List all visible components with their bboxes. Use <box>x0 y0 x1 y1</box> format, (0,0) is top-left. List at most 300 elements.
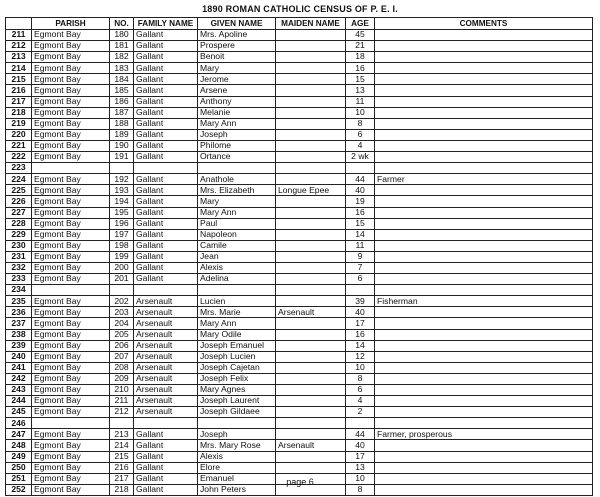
row-number: 229 <box>6 229 32 240</box>
cell-family-name: Gallant <box>134 274 198 285</box>
cell-maiden-name <box>276 207 346 218</box>
header-parish: PARISH <box>32 18 110 30</box>
cell-maiden-name <box>276 451 346 462</box>
cell-maiden-name <box>276 74 346 85</box>
table-row <box>6 362 593 373</box>
cell-age: 44 <box>346 429 375 440</box>
cell-parish: Egmont Bay <box>32 351 110 362</box>
cell-maiden-name: Longue Epee <box>276 185 346 196</box>
table-row <box>6 229 593 240</box>
row-number: 213 <box>6 52 32 63</box>
cell-no: 193 <box>110 185 134 196</box>
cell-age: 40 <box>346 307 375 318</box>
table-row <box>6 251 593 262</box>
cell-given-name: Camile <box>198 240 276 251</box>
cell-family-name: Gallant <box>134 440 198 451</box>
cell-comments: Fisherman <box>375 296 593 307</box>
cell-parish: Egmont Bay <box>32 174 110 185</box>
cell-family-name: Gallant <box>134 462 198 473</box>
cell-parish <box>32 418 110 429</box>
row-number: 225 <box>6 185 32 196</box>
table-row <box>6 285 593 296</box>
table-row <box>6 107 593 118</box>
cell-parish: Egmont Bay <box>32 340 110 351</box>
cell-parish: Egmont Bay <box>32 229 110 240</box>
row-number: 227 <box>6 207 32 218</box>
cell-family-name: Gallant <box>134 218 198 229</box>
cell-comments <box>375 196 593 207</box>
cell-age: 6 <box>346 274 375 285</box>
cell-no: 195 <box>110 207 134 218</box>
cell-comments <box>375 85 593 96</box>
cell-age <box>346 418 375 429</box>
cell-parish: Egmont Bay <box>32 362 110 373</box>
cell-age: 4 <box>346 396 375 407</box>
cell-family-name: Arsenault <box>134 385 198 396</box>
cell-family-name: Arsenault <box>134 407 198 418</box>
table-row <box>6 307 593 318</box>
row-number: 226 <box>6 196 32 207</box>
table-row <box>6 96 593 107</box>
cell-family-name: Arsenault <box>134 396 198 407</box>
cell-comments: Farmer <box>375 174 593 185</box>
cell-age: 8 <box>346 373 375 384</box>
cell-parish: Egmont Bay <box>32 140 110 151</box>
cell-no: 191 <box>110 152 134 163</box>
cell-comments <box>375 418 593 429</box>
row-number: 248 <box>6 440 32 451</box>
cell-given-name: Benoit <box>198 52 276 63</box>
cell-no: 196 <box>110 218 134 229</box>
cell-no: 184 <box>110 74 134 85</box>
row-number: 212 <box>6 41 32 52</box>
row-number: 236 <box>6 307 32 318</box>
cell-comments <box>375 262 593 273</box>
cell-given-name: Emanuel <box>198 473 276 484</box>
cell-maiden-name <box>276 107 346 118</box>
cell-parish: Egmont Bay <box>32 451 110 462</box>
cell-no: 202 <box>110 296 134 307</box>
table-row <box>6 30 593 41</box>
table-row <box>6 340 593 351</box>
cell-family-name: Gallant <box>134 118 198 129</box>
cell-maiden-name <box>276 129 346 140</box>
cell-no: 215 <box>110 451 134 462</box>
table-row <box>6 85 593 96</box>
cell-parish: Egmont Bay <box>32 329 110 340</box>
header-no: NO. <box>110 18 134 30</box>
cell-no: 208 <box>110 362 134 373</box>
cell-comments <box>375 229 593 240</box>
cell-maiden-name <box>276 196 346 207</box>
table-row <box>6 74 593 85</box>
cell-age: 2 wk <box>346 152 375 163</box>
table-row <box>6 385 593 396</box>
cell-maiden-name <box>276 240 346 251</box>
cell-family-name: Arsenault <box>134 362 198 373</box>
cell-parish: Egmont Bay <box>32 129 110 140</box>
cell-parish: Egmont Bay <box>32 218 110 229</box>
cell-age: 16 <box>346 63 375 74</box>
cell-comments <box>375 407 593 418</box>
cell-parish: Egmont Bay <box>32 484 110 495</box>
cell-comments <box>375 340 593 351</box>
cell-age: 14 <box>346 229 375 240</box>
table-row <box>6 185 593 196</box>
row-number: 221 <box>6 140 32 151</box>
cell-age: 6 <box>346 129 375 140</box>
cell-maiden-name <box>276 407 346 418</box>
row-number: 211 <box>6 30 32 41</box>
cell-given-name: Jean <box>198 251 276 262</box>
row-number: 219 <box>6 118 32 129</box>
cell-family-name: Arsenault <box>134 307 198 318</box>
table-row <box>6 407 593 418</box>
table-row <box>6 396 593 407</box>
row-number: 245 <box>6 407 32 418</box>
row-number: 234 <box>6 285 32 296</box>
cell-comments <box>375 41 593 52</box>
cell-age: 13 <box>346 85 375 96</box>
cell-no: 180 <box>110 30 134 41</box>
cell-given-name: Anathole <box>198 174 276 185</box>
cell-no: 197 <box>110 229 134 240</box>
table-row <box>6 429 593 440</box>
row-number: 217 <box>6 96 32 107</box>
cell-given-name: Mrs. Elizabeth <box>198 185 276 196</box>
cell-parish: Egmont Bay <box>32 473 110 484</box>
cell-no: 185 <box>110 85 134 96</box>
cell-parish: Egmont Bay <box>32 41 110 52</box>
cell-given-name: Melanie <box>198 107 276 118</box>
cell-given-name: Mary Agnes <box>198 385 276 396</box>
cell-maiden-name <box>276 396 346 407</box>
row-number: 237 <box>6 318 32 329</box>
cell-given-name: Joseph Laurent <box>198 396 276 407</box>
table-row <box>6 373 593 384</box>
cell-given-name: Mary Odile <box>198 329 276 340</box>
header-row <box>6 18 593 30</box>
table-row <box>6 218 593 229</box>
cell-given-name: Anthony <box>198 96 276 107</box>
table-row <box>6 462 593 473</box>
cell-age: 18 <box>346 52 375 63</box>
cell-no: 182 <box>110 52 134 63</box>
cell-given-name: Joseph Emanuel <box>198 340 276 351</box>
cell-age <box>346 163 375 174</box>
cell-given-name: Adelina <box>198 274 276 285</box>
cell-maiden-name <box>276 340 346 351</box>
cell-given-name: Napoleon <box>198 229 276 240</box>
cell-maiden-name <box>276 140 346 151</box>
cell-comments <box>375 385 593 396</box>
cell-no: 217 <box>110 473 134 484</box>
cell-parish: Egmont Bay <box>32 262 110 273</box>
cell-maiden-name <box>276 385 346 396</box>
row-number: 232 <box>6 262 32 273</box>
cell-maiden-name <box>276 285 346 296</box>
cell-family-name: Gallant <box>134 96 198 107</box>
cell-age: 9 <box>346 251 375 262</box>
cell-maiden-name <box>276 429 346 440</box>
cell-comments: Farmer, prosperous <box>375 429 593 440</box>
page-title: 1890 ROMAN CATHOLIC CENSUS OF P. E. I. <box>202 4 398 14</box>
cell-maiden-name <box>276 274 346 285</box>
cell-family-name: Gallant <box>134 107 198 118</box>
cell-maiden-name: Arsenault <box>276 440 346 451</box>
cell-given-name: Arsene <box>198 85 276 96</box>
cell-family-name: Arsenault <box>134 373 198 384</box>
cell-given-name: Mary Ann <box>198 118 276 129</box>
cell-given-name <box>198 285 276 296</box>
row-number: 249 <box>6 451 32 462</box>
header-given-name: GIVEN NAME <box>198 18 276 30</box>
cell-parish: Egmont Bay <box>32 74 110 85</box>
cell-no: 187 <box>110 107 134 118</box>
cell-given-name: Joseph <box>198 429 276 440</box>
cell-maiden-name <box>276 251 346 262</box>
cell-comments <box>375 240 593 251</box>
cell-age <box>346 285 375 296</box>
cell-age: 14 <box>346 340 375 351</box>
cell-parish: Egmont Bay <box>32 96 110 107</box>
cell-maiden-name <box>276 296 346 307</box>
cell-parish: Egmont Bay <box>32 307 110 318</box>
cell-given-name: Mary Ann <box>198 207 276 218</box>
cell-maiden-name <box>276 229 346 240</box>
cell-no: 194 <box>110 196 134 207</box>
cell-maiden-name <box>276 418 346 429</box>
header-age: AGE <box>346 18 375 30</box>
cell-family-name: Gallant <box>134 262 198 273</box>
cell-no: 189 <box>110 129 134 140</box>
cell-age: 8 <box>346 118 375 129</box>
cell-comments <box>375 462 593 473</box>
row-number: 216 <box>6 85 32 96</box>
cell-family-name: Gallant <box>134 30 198 41</box>
cell-comments <box>375 163 593 174</box>
cell-family-name: Gallant <box>134 240 198 251</box>
census-table <box>5 17 593 496</box>
cell-family-name: Arsenault <box>134 296 198 307</box>
cell-maiden-name <box>276 351 346 362</box>
cell-comments <box>375 318 593 329</box>
cell-maiden-name <box>276 63 346 74</box>
cell-comments <box>375 218 593 229</box>
cell-comments <box>375 351 593 362</box>
table-row <box>6 296 593 307</box>
cell-family-name <box>134 418 198 429</box>
cell-parish: Egmont Bay <box>32 462 110 473</box>
cell-parish: Egmont Bay <box>32 152 110 163</box>
row-number: 220 <box>6 129 32 140</box>
cell-comments <box>375 440 593 451</box>
cell-comments <box>375 285 593 296</box>
cell-parish: Egmont Bay <box>32 118 110 129</box>
cell-given-name: Mary <box>198 196 276 207</box>
row-number: 239 <box>6 340 32 351</box>
cell-age: 8 <box>346 484 375 495</box>
row-number: 241 <box>6 362 32 373</box>
cell-no: 200 <box>110 262 134 273</box>
cell-maiden-name <box>276 318 346 329</box>
cell-parish: Egmont Bay <box>32 407 110 418</box>
cell-family-name: Gallant <box>134 63 198 74</box>
cell-family-name: Arsenault <box>134 351 198 362</box>
cell-parish <box>32 163 110 174</box>
cell-parish: Egmont Bay <box>32 274 110 285</box>
table-row <box>6 118 593 129</box>
cell-parish: Egmont Bay <box>32 63 110 74</box>
cell-parish: Egmont Bay <box>32 385 110 396</box>
cell-age: 45 <box>346 30 375 41</box>
cell-no: 212 <box>110 407 134 418</box>
row-number: 222 <box>6 152 32 163</box>
row-number: 224 <box>6 174 32 185</box>
cell-given-name: Elore <box>198 462 276 473</box>
cell-maiden-name <box>276 41 346 52</box>
cell-no: 190 <box>110 140 134 151</box>
cell-no: 186 <box>110 96 134 107</box>
cell-maiden-name <box>276 373 346 384</box>
cell-family-name: Gallant <box>134 74 198 85</box>
cell-age: 13 <box>346 462 375 473</box>
cell-comments <box>375 129 593 140</box>
cell-age: 12 <box>346 351 375 362</box>
cell-no: 207 <box>110 351 134 362</box>
table-row <box>6 207 593 218</box>
cell-maiden-name <box>276 362 346 373</box>
cell-given-name <box>198 163 276 174</box>
cell-family-name: Gallant <box>134 251 198 262</box>
cell-comments <box>375 451 593 462</box>
cell-family-name: Gallant <box>134 207 198 218</box>
cell-parish: Egmont Bay <box>32 185 110 196</box>
row-number: 251 <box>6 473 32 484</box>
cell-maiden-name <box>276 152 346 163</box>
cell-family-name: Gallant <box>134 196 198 207</box>
table-row <box>6 52 593 63</box>
cell-family-name: Gallant <box>134 229 198 240</box>
cell-no: 181 <box>110 41 134 52</box>
cell-comments <box>375 107 593 118</box>
cell-given-name: Joseph Felix <box>198 373 276 384</box>
table-row <box>6 240 593 251</box>
cell-family-name: Arsenault <box>134 318 198 329</box>
cell-parish: Egmont Bay <box>32 373 110 384</box>
page-number: page 6 <box>286 477 314 487</box>
cell-given-name: Joseph Gildaee <box>198 407 276 418</box>
cell-family-name: Arsenault <box>134 340 198 351</box>
cell-parish: Egmont Bay <box>32 429 110 440</box>
cell-given-name: Mrs. Apoline <box>198 30 276 41</box>
cell-no: 211 <box>110 396 134 407</box>
cell-comments <box>375 274 593 285</box>
header-family-name: FAMILY NAME <box>134 18 198 30</box>
cell-no: 201 <box>110 274 134 285</box>
cell-given-name: John Peters <box>198 484 276 495</box>
cell-family-name: Gallant <box>134 129 198 140</box>
table-row <box>6 41 593 52</box>
cell-comments <box>375 329 593 340</box>
cell-family-name: Gallant <box>134 185 198 196</box>
cell-age: 39 <box>346 296 375 307</box>
row-number: 242 <box>6 373 32 384</box>
cell-age: 21 <box>346 41 375 52</box>
cell-age: 11 <box>346 96 375 107</box>
cell-comments <box>375 207 593 218</box>
cell-given-name: Alexis <box>198 262 276 273</box>
cell-family-name: Gallant <box>134 484 198 495</box>
cell-given-name: Jerome <box>198 74 276 85</box>
cell-parish: Egmont Bay <box>32 396 110 407</box>
cell-comments <box>375 396 593 407</box>
table-row <box>6 63 593 74</box>
cell-maiden-name <box>276 163 346 174</box>
cell-family-name: Gallant <box>134 85 198 96</box>
cell-age: 10 <box>346 107 375 118</box>
cell-age: 6 <box>346 385 375 396</box>
cell-family-name: Gallant <box>134 52 198 63</box>
cell-given-name: Paul <box>198 218 276 229</box>
table-row <box>6 329 593 340</box>
cell-given-name: Mary Ann <box>198 318 276 329</box>
table-row <box>6 152 593 163</box>
row-number: 228 <box>6 218 32 229</box>
cell-no: 218 <box>110 484 134 495</box>
cell-family-name: Gallant <box>134 41 198 52</box>
cell-maiden-name: Arsenault <box>276 307 346 318</box>
cell-maiden-name <box>276 174 346 185</box>
cell-age: 11 <box>346 240 375 251</box>
cell-age: 19 <box>346 196 375 207</box>
table-row <box>6 274 593 285</box>
cell-no: 209 <box>110 373 134 384</box>
cell-maiden-name <box>276 96 346 107</box>
table-row <box>6 318 593 329</box>
cell-family-name: Gallant <box>134 152 198 163</box>
cell-family-name: Gallant <box>134 451 198 462</box>
cell-age: 16 <box>346 207 375 218</box>
cell-age: 17 <box>346 451 375 462</box>
cell-no: 213 <box>110 429 134 440</box>
cell-age: 44 <box>346 174 375 185</box>
cell-family-name <box>134 163 198 174</box>
cell-no: 198 <box>110 240 134 251</box>
row-number: 215 <box>6 74 32 85</box>
row-number: 235 <box>6 296 32 307</box>
cell-parish: Egmont Bay <box>32 318 110 329</box>
cell-given-name: Prospere <box>198 41 276 52</box>
cell-parish <box>32 285 110 296</box>
cell-no: 188 <box>110 118 134 129</box>
cell-age: 7 <box>346 262 375 273</box>
cell-age: 16 <box>346 329 375 340</box>
row-number: 246 <box>6 418 32 429</box>
cell-parish: Egmont Bay <box>32 30 110 41</box>
cell-maiden-name <box>276 85 346 96</box>
cell-comments <box>375 362 593 373</box>
cell-given-name <box>198 418 276 429</box>
cell-family-name <box>134 285 198 296</box>
cell-no: 210 <box>110 385 134 396</box>
cell-comments <box>375 30 593 41</box>
cell-maiden-name <box>276 262 346 273</box>
cell-maiden-name <box>276 462 346 473</box>
row-number: 250 <box>6 462 32 473</box>
table-row <box>6 129 593 140</box>
cell-comments <box>375 63 593 74</box>
